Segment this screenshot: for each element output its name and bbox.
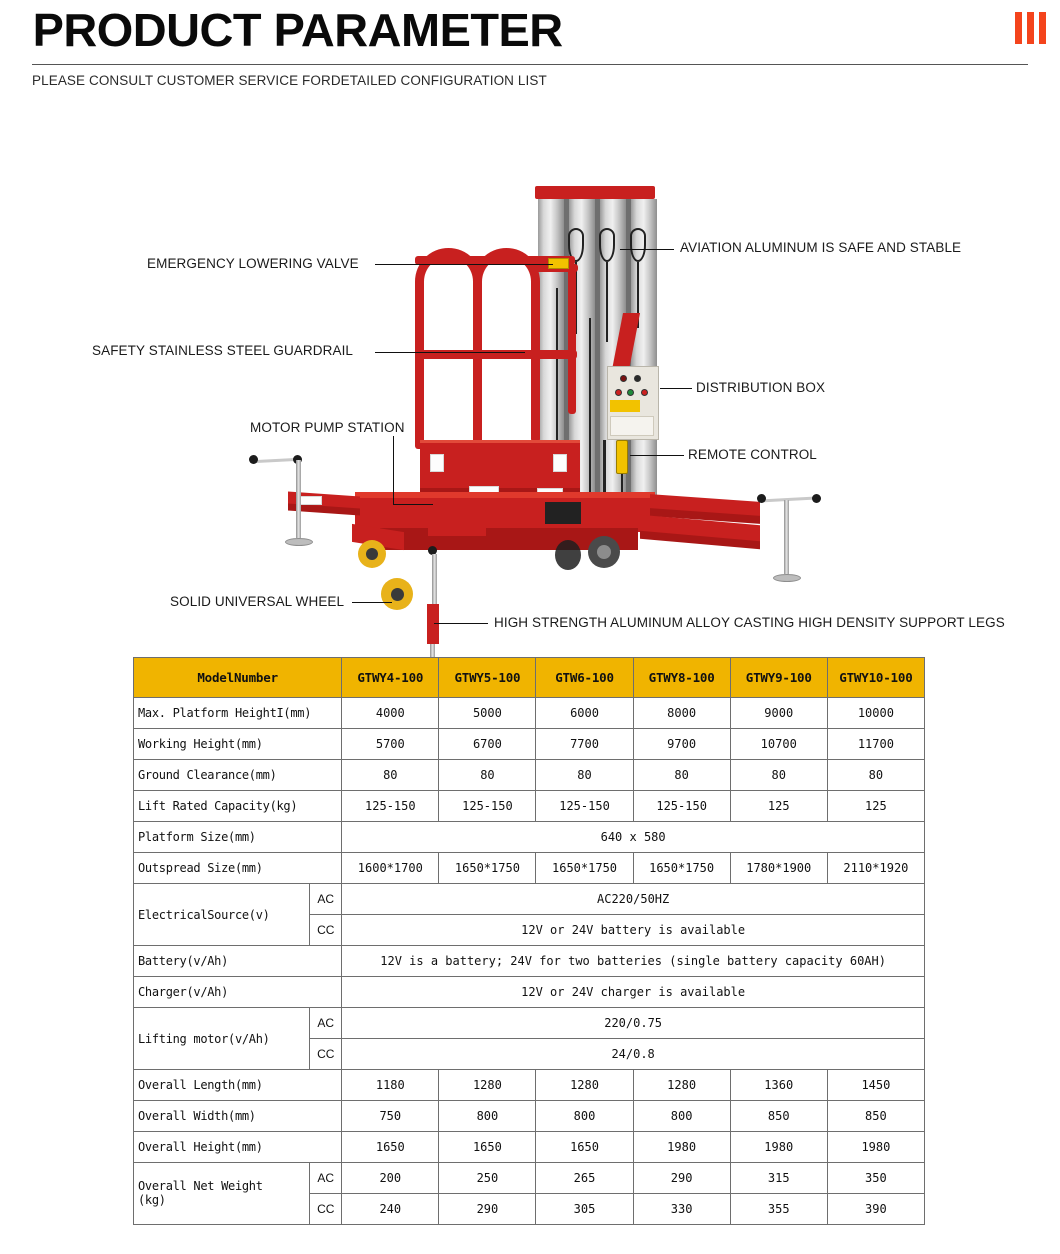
row-label-net-weight-line2: (kg) [138, 1192, 166, 1207]
leader-support-legs [434, 623, 488, 624]
column-header-gtw6: GTW6-100 [536, 658, 633, 698]
leader-motor-pump-station-v [393, 436, 394, 504]
row-label-battery: Battery(v/Ah) [134, 946, 342, 977]
cell-value: 80 [536, 760, 633, 791]
cell-value: 9700 [633, 729, 730, 760]
header-divider [32, 64, 1028, 65]
callout-support-legs: HIGH STRENGTH ALUMINUM ALLOY CASTING HIGH DENSITY SUPPORT LEGS [494, 615, 1005, 631]
table-row [134, 977, 925, 1008]
cell-value: 2110*1920 [827, 853, 924, 884]
cage-arch-left [415, 248, 482, 288]
cell-value: 1650*1750 [633, 853, 730, 884]
leader-motor-pump-station-h [393, 504, 433, 505]
three-bars-icon [1015, 12, 1046, 44]
table-row [134, 946, 925, 977]
control-box-label [610, 416, 654, 436]
table-row [134, 1008, 925, 1039]
callout-safety-guardrail: SAFETY STAINLESS STEEL GUARDRAIL [92, 343, 354, 359]
cell-value: 265 [536, 1163, 633, 1194]
cell-value: 1650*1750 [536, 853, 633, 884]
wheel-shadow [555, 540, 581, 570]
table-row [134, 1132, 925, 1163]
platform-decal-1 [430, 454, 444, 472]
cell-value: 5000 [439, 698, 536, 729]
product-diagram [0, 88, 1060, 648]
table-row [134, 1101, 925, 1132]
cell-value: 11700 [827, 729, 924, 760]
cell-value: 6000 [536, 698, 633, 729]
cell-value: 80 [439, 760, 536, 791]
cell-value: 4000 [342, 698, 439, 729]
table-header-row [134, 658, 925, 698]
cell-value: 1280 [536, 1070, 633, 1101]
cell-value: 750 [342, 1101, 439, 1132]
cell-value: 7700 [536, 729, 633, 760]
cell-value: 1650 [439, 1132, 536, 1163]
cell-value: 6700 [439, 729, 536, 760]
cell-value: 1980 [827, 1132, 924, 1163]
cell-value: 850 [827, 1101, 924, 1132]
jack-rod-front-left [432, 554, 437, 606]
cell-value: 80 [730, 760, 827, 791]
column-header-gtwy8: GTWY8-100 [633, 658, 730, 698]
table-row [134, 791, 925, 822]
sub-label-cc: CC [310, 1039, 342, 1070]
cell-value: 200 [342, 1163, 439, 1194]
cell-value: 1980 [730, 1132, 827, 1163]
callout-emergency-lowering-valve: EMERGENCY LOWERING VALVE [147, 256, 359, 272]
jack-leg-front-left [427, 604, 439, 644]
cell-value: 1650 [536, 1132, 633, 1163]
jack-foot-rear-left [285, 538, 313, 546]
cell-value: 1450 [827, 1070, 924, 1101]
cell-value: 80 [827, 760, 924, 791]
sub-label-cc: CC [310, 1194, 342, 1225]
row-label-overall-height: Overall Height(mm) [134, 1132, 342, 1163]
cell-value: 80 [342, 760, 439, 791]
cell-value: 125-150 [342, 791, 439, 822]
sub-label-ac: AC [310, 1163, 342, 1194]
row-label-overall-net-weight [134, 1163, 310, 1225]
cell-value: 1360 [730, 1070, 827, 1101]
cell-value: 240 [342, 1194, 439, 1225]
page-title: PRODUCT PARAMETER [32, 4, 563, 56]
cell-value: 305 [536, 1194, 633, 1225]
sub-label-ac: AC [310, 884, 342, 915]
leader-solid-universal-wheel [352, 602, 392, 603]
jack-foot-rear-right [773, 574, 801, 582]
column-header-gtwy10: GTWY10-100 [827, 658, 924, 698]
cell-value: 1280 [633, 1070, 730, 1101]
cell-value: 330 [633, 1194, 730, 1225]
row-label-platform-size: Platform Size(mm) [134, 822, 342, 853]
leader-aviation-aluminum [620, 249, 674, 250]
table-row [134, 1070, 925, 1101]
cell-value: 800 [633, 1101, 730, 1132]
column-header-model: ModelNumber [134, 658, 342, 698]
cell-value-span: 24/0.8 [342, 1039, 925, 1070]
leader-safety-guardrail [375, 352, 525, 353]
row-label-max-platform-height: Max. Platform HeightI(mm) [134, 698, 342, 729]
row-label-net-weight-line1: Overall Net Weight [138, 1178, 263, 1193]
cell-value-span: 12V or 24V battery is available [342, 915, 925, 946]
cell-value: 800 [439, 1101, 536, 1132]
jack-rod-rear-left [296, 460, 301, 538]
cell-value: 125-150 [536, 791, 633, 822]
cell-value-span: 12V is a battery; 24V for two batteries (single battery capacity 60AH) [342, 946, 925, 977]
specification-table-container [133, 657, 925, 1225]
specification-table [133, 657, 925, 1225]
row-label-working-height: Working Height(mm) [134, 729, 342, 760]
cell-value: 10000 [827, 698, 924, 729]
cell-value: 1600*1700 [342, 853, 439, 884]
row-label-ground-clearance: Ground Clearance(mm) [134, 760, 342, 791]
row-label-overall-width: Overall Width(mm) [134, 1101, 342, 1132]
sub-label-cc: CC [310, 915, 342, 946]
cell-value-span: 640 x 580 [342, 822, 925, 853]
callout-distribution-box: DISTRIBUTION BOX [696, 380, 826, 396]
platform-decal-2 [553, 454, 567, 472]
cell-value: 350 [827, 1163, 924, 1194]
cell-value: 1280 [439, 1070, 536, 1101]
callout-aviation-aluminum: AVIATION ALUMINUM IS SAFE AND STABLE [680, 240, 962, 256]
row-label-overall-length: Overall Length(mm) [134, 1070, 342, 1101]
table-row [134, 884, 925, 915]
cell-value: 10700 [730, 729, 827, 760]
cage-arch-right [473, 248, 540, 288]
jack-rod-rear-right [784, 500, 789, 574]
cell-value: 80 [633, 760, 730, 791]
cell-value-span: AC220/50HZ [342, 884, 925, 915]
column-header-gtwy9: GTWY9-100 [730, 658, 827, 698]
chassis-panel [545, 502, 581, 524]
mast-cap [535, 186, 655, 199]
callout-solid-universal-wheel: SOLID UNIVERSAL WHEEL [170, 594, 345, 610]
cell-value: 390 [827, 1194, 924, 1225]
cage-post-left [415, 284, 424, 449]
cell-value: 355 [730, 1194, 827, 1225]
callout-remote-control: REMOTE CONTROL [688, 447, 817, 463]
lift-machine-illustration [0, 88, 1060, 648]
motor-pump-station-housing [428, 506, 486, 536]
row-label-lift-rated-capacity: Lift Rated Capacity(kg) [134, 791, 342, 822]
leader-distribution-box [660, 388, 692, 389]
cell-value-span: 12V or 24V charger is available [342, 977, 925, 1008]
row-label-charger: Charger(v/Ah) [134, 977, 342, 1008]
cell-value: 290 [633, 1163, 730, 1194]
row-label-lifting-motor: Lifting motor(v/Ah) [134, 1008, 310, 1070]
cell-value: 125-150 [633, 791, 730, 822]
cell-value: 290 [439, 1194, 536, 1225]
cage-post-right [531, 284, 540, 442]
cell-value: 1780*1900 [730, 853, 827, 884]
cell-value: 1650 [342, 1132, 439, 1163]
table-row [134, 698, 925, 729]
cell-value-span: 220/0.75 [342, 1008, 925, 1039]
cell-value: 315 [730, 1163, 827, 1194]
page-subtitle: PLEASE CONSULT CUSTOMER SERVICE FORDETAILED CONFIGURATION LIST [32, 73, 547, 89]
cell-value: 125-150 [439, 791, 536, 822]
cell-value: 125 [827, 791, 924, 822]
cell-value: 9000 [730, 698, 827, 729]
cell-value: 1180 [342, 1070, 439, 1101]
table-row [134, 853, 925, 884]
cage-post-mid [473, 284, 482, 444]
remote-control-pendant [616, 440, 628, 474]
page-header [0, 0, 1060, 88]
table-row [134, 729, 925, 760]
leader-emergency-lowering-valve [375, 264, 553, 265]
cell-value: 125 [730, 791, 827, 822]
leader-remote-control [630, 455, 684, 456]
callout-motor-pump-station: MOTOR PUMP STATION [250, 420, 405, 436]
cell-value: 250 [439, 1163, 536, 1194]
table-row [134, 1163, 925, 1194]
cell-value: 8000 [633, 698, 730, 729]
cell-value: 850 [730, 1101, 827, 1132]
cell-value: 1650*1750 [439, 853, 536, 884]
row-label-outspread-size: Outspread Size(mm) [134, 853, 342, 884]
sub-label-ac: AC [310, 1008, 342, 1039]
column-header-gtwy4: GTWY4-100 [342, 658, 439, 698]
cell-value: 800 [536, 1101, 633, 1132]
table-row [134, 760, 925, 791]
cage-post-rear [568, 264, 576, 414]
cell-value: 1980 [633, 1132, 730, 1163]
column-header-gtwy5: GTWY5-100 [439, 658, 536, 698]
control-box-sticker [610, 400, 640, 412]
row-label-electrical-source: ElectricalSource(v) [134, 884, 310, 946]
table-row [134, 822, 925, 853]
cell-value: 5700 [342, 729, 439, 760]
